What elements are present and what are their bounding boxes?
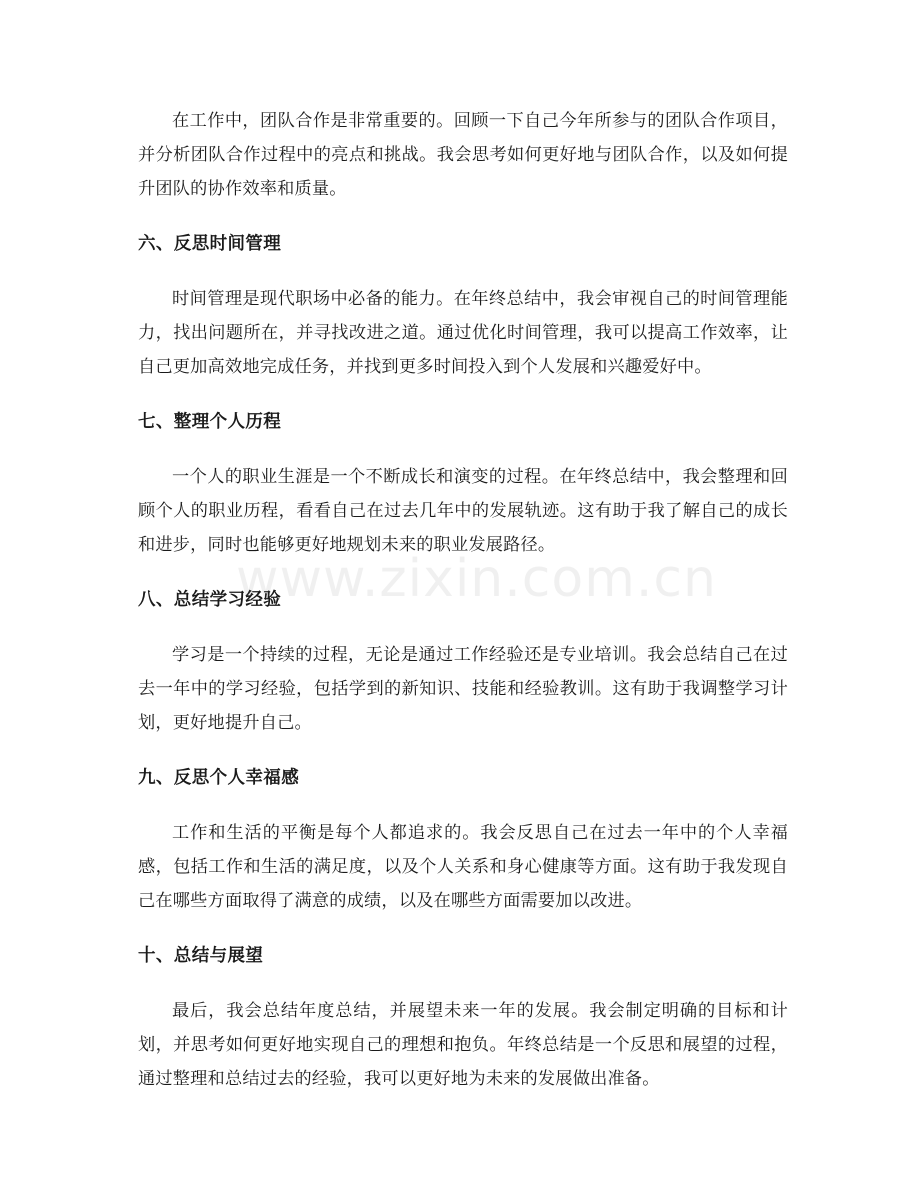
paragraph-personal-history: 一个人的职业生涯是一个不断成长和演变的过程。在年终总结中，我会整理和回顾个人的职业历程，看看自己在过去几年中的发展轨迹。这有助于我了解自己的成长和进步，同时也能够更好地规划未来的职业发展路径。: [138, 467, 788, 555]
document-body: [138, 104, 788, 1096]
heading-personal-history: 七、整理个人历程: [138, 412, 282, 432]
paragraph-teamwork: 在工作中，团队合作是非常重要的。回顾一下自己今年所参与的团队合作项目，并分析团队合作过程中的亮点和挑战。我会思考如何更好地与团队合作，以及如何提升团队的协作效率和质量。: [138, 111, 788, 199]
paragraph-time-management: 时间管理是现代职场中必备的能力。在年终总结中，我会审视自己的时间管理能力，找出问题所在，并寻找改进之道。通过优化时间管理，我可以提高工作效率，让自己更加高效地完成任务，并找到更多时间投入到个人发展和兴趣爱好中。: [138, 289, 788, 377]
paragraph-happiness: 工作和生活的平衡是每个人都追求的。我会反思自己在过去一年中的个人幸福感，包括工作和生活的满足度，以及个人关系和身心健康等方面。这有助于我发现自己在哪些方面取得了满意的成绩，以及在哪些方面需要加以改进。: [138, 823, 788, 911]
paragraph-learning-experience: 学习是一个持续的过程，无论是通过工作经验还是专业培训。我会总结自己在过去一年中的学习经验，包括学到的新知识、技能和经验教训。这有助于我调整学习计划，更好地提升自己。: [138, 645, 788, 733]
heading-time-management: 六、反思时间管理: [138, 234, 282, 254]
paragraph-summary-outlook: 最后，我会总结年度总结，并展望未来一年的发展。我会制定明确的目标和计划，并思考如何更好地实现自己的理想和抱负。年终总结是一个反思和展望的过程，通过整理和总结过去的经验，我可以更好地为未来的发展做出准备。: [138, 1001, 788, 1089]
heading-summary-outlook: 十、总结与展望: [138, 946, 264, 966]
watermark-text: www.zixin.com.cn: [236, 549, 717, 609]
heading-learning-experience: 八、总结学习经验: [138, 590, 282, 610]
heading-happiness: 九、反思个人幸福感: [138, 768, 300, 788]
